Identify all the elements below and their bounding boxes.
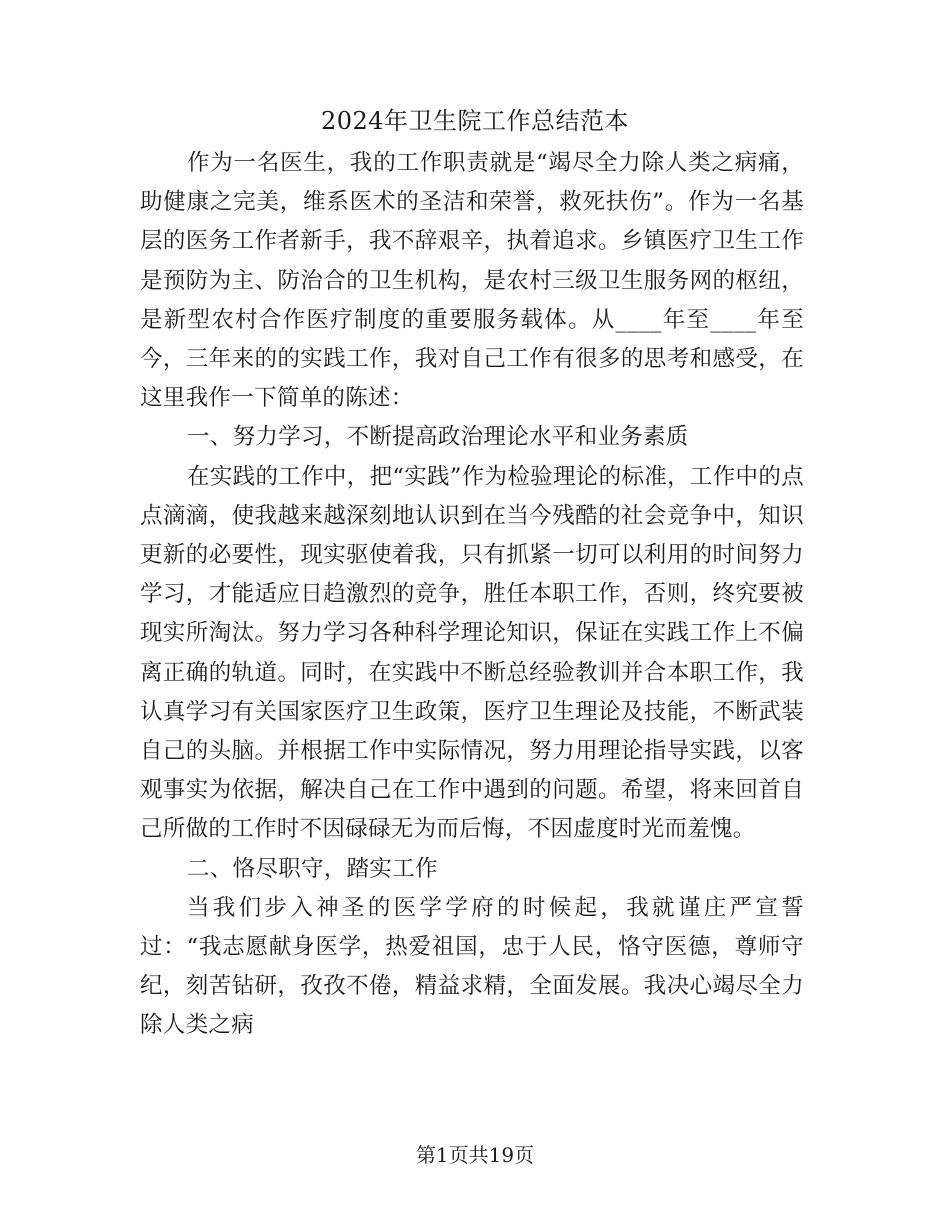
document-title: 2024年卫生院工作总结范本 (320, 107, 630, 135)
section-heading-2: 二、恪尽职守，踏实工作 (187, 855, 438, 882)
paragraph-section-2: 当我们步入神圣的医学学府的时候起，我就谨庄严宣誓过：“我志愿献身医学，热爱祖国，忠于人民，恪守医德，尊师守纪，刻苦钻研，孜孜不倦，精益求精，全面发展。我决心竭尽全力除人类之病 (140, 894, 804, 1039)
paragraph-section-1: 在实践的工作中，把“实践”作为检验理论的标准，工作中的点点滴滴，使我越来越深刻地认识到在当今残酷的社会竞争中，知识更新的必要性，现实驱使着我，只有抓紧一切可以利用的时间努力学习，才能适应日趋激烈的竞争，胜任本职工作，否则，终究要被现实所淘汰。努力学习各种科学理论知识，保证在实践工作上不偏离正确的轨道。同时，在实践中不断总经验教训并合本职工作，我认真学习有关国家医疗卫生政策，医疗卫生理论及技能，不断武装自己的头脑。并根据工作中实际情况，努力用理论指导实践，以客观事实为依据，解决自己在工作中遇到的问题。希望，将来回首自己所做的工作时不因碌碌无为而后悔，不因虚度时光而羞愧。 (140, 463, 804, 843)
paragraph-intro: 作为一名医生，我的工作职责就是“竭尽全力除人类之病痛，助健康之完美，维系医术的圣洁和荣誉，救死扶伤”。作为一名基层的医务工作者新手，我不辞艰辛，执着追求。乡镇医疗卫生工作是预防为主、防治合的卫生机构，是农村三级卫生服务网的枢纽，是新型农村合作医疗制度的重要服务载体。从____年至____年至今，三年来的的实践工作，我对自己工作有很多的思考和感受，在这里我作一下简单的陈述： (140, 150, 804, 412)
page-number-footer: 第1页共19页 (415, 1143, 535, 1167)
document-body (140, 144, 804, 1046)
section-heading-1: 一、努力学习，不断提高政治理论水平和业务素质 (187, 424, 689, 451)
